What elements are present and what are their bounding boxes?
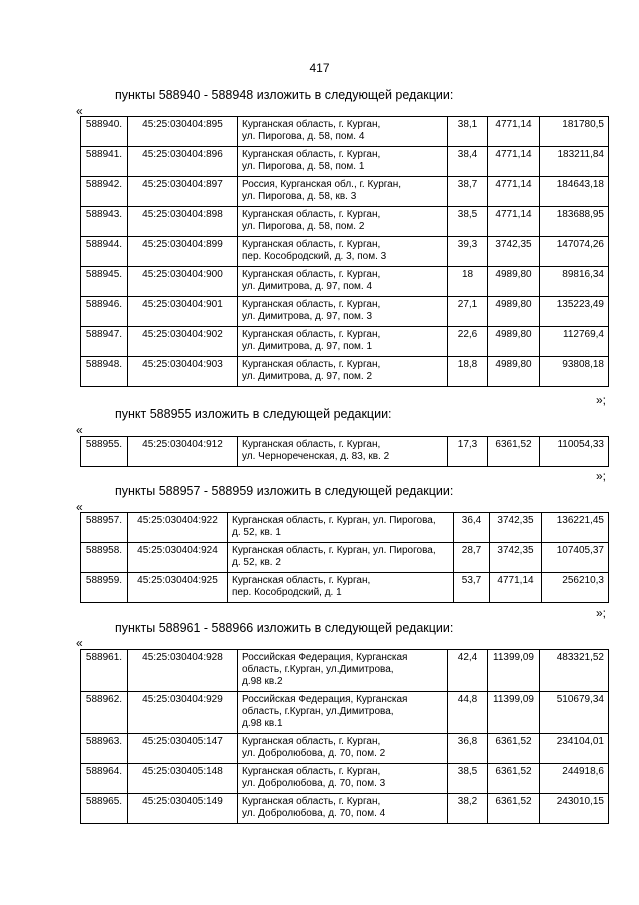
area-cell bbox=[448, 692, 488, 734]
row-number-cell bbox=[81, 764, 128, 794]
area-cell bbox=[448, 207, 488, 237]
cadastral-number-cell bbox=[128, 267, 238, 297]
address-line: Курганская область, г. Курган, bbox=[242, 209, 381, 220]
address-line: область, г.Курган, ул.Димитрова, bbox=[242, 664, 394, 675]
address-cell bbox=[238, 237, 448, 267]
row-number: 588962. bbox=[85, 694, 123, 705]
cost-cell bbox=[540, 437, 609, 467]
table-row bbox=[81, 177, 609, 207]
cost-value: 107405,37 bbox=[556, 545, 604, 556]
cadastral-number: 45:25:030404:897 bbox=[142, 179, 223, 190]
area-cell bbox=[448, 177, 488, 207]
row-number: 588944. bbox=[85, 239, 123, 250]
unit-price-cell bbox=[488, 267, 540, 297]
address-line: д.98 кв.1 bbox=[242, 718, 283, 729]
address-cell bbox=[238, 734, 448, 764]
address-line: Курганская область, г. Курган, ул. Пирогова, bbox=[232, 545, 436, 556]
address-line: Курганская область, г. Курган, bbox=[242, 119, 381, 130]
address-cell bbox=[228, 513, 454, 543]
unit-price-cell bbox=[488, 207, 540, 237]
address-line: Курганская область, г. Курган, bbox=[242, 766, 381, 777]
cost-cell bbox=[540, 237, 609, 267]
table-row bbox=[81, 573, 609, 603]
cost-value: 135223,49 bbox=[556, 299, 604, 310]
unit-price-cell bbox=[488, 117, 540, 147]
unit-price-cell bbox=[488, 692, 540, 734]
cadastral-number: 45:25:030404:900 bbox=[142, 269, 223, 280]
address-line: Российская Федерация, Курганская bbox=[242, 694, 408, 705]
address-line: ул. Пирогова, д. 58, кв. 3 bbox=[242, 191, 357, 202]
table-row bbox=[81, 327, 609, 357]
cost-value: 136221,45 bbox=[556, 515, 604, 526]
unit-price-cell bbox=[488, 177, 540, 207]
area-cell bbox=[448, 147, 488, 177]
cadastral-number-cell bbox=[128, 692, 238, 734]
row-number-cell bbox=[81, 207, 128, 237]
cost-cell bbox=[542, 543, 609, 573]
address-cell bbox=[228, 573, 454, 603]
unit-price-cell bbox=[488, 147, 540, 177]
cadastral-number: 45:25:030404:902 bbox=[142, 329, 223, 340]
row-number-cell bbox=[81, 357, 128, 387]
area-cell bbox=[448, 357, 488, 387]
address-line: Курганская область, г. Курган, bbox=[242, 439, 381, 450]
cadastral-number-cell bbox=[128, 327, 238, 357]
cost-cell bbox=[542, 513, 609, 543]
cadastral-number: 45:25:030404:899 bbox=[142, 239, 223, 250]
unit-price-cell bbox=[488, 734, 540, 764]
row-number-cell bbox=[81, 543, 128, 573]
opening-quote: « bbox=[76, 636, 83, 650]
area-cell bbox=[454, 543, 490, 573]
row-number: 588958. bbox=[85, 545, 123, 556]
row-number: 588945. bbox=[85, 269, 123, 280]
section-heading-3: пункты 588957 - 588959 изложить в следующей редакции: bbox=[115, 484, 454, 498]
cost-value: 89816,34 bbox=[562, 269, 604, 280]
table-row bbox=[81, 297, 609, 327]
address-cell bbox=[238, 297, 448, 327]
unit-price-cell bbox=[490, 543, 542, 573]
cadastral-number: 45:25:030404:903 bbox=[142, 359, 223, 370]
address-line: ул. Черноречeнская, д. 83, кв. 2 bbox=[242, 451, 390, 462]
cadastral-number: 45:25:030404:901 bbox=[142, 299, 223, 310]
table-row bbox=[81, 764, 609, 794]
address-line: ул. Димитрова, д. 97, пом. 3 bbox=[242, 311, 373, 322]
closing-quote: »; bbox=[596, 469, 607, 483]
cadastral-number-cell bbox=[128, 357, 238, 387]
address-line: ул. Пирогова, д. 58, пом. 1 bbox=[242, 161, 365, 172]
address-cell bbox=[238, 692, 448, 734]
unit-price-cell bbox=[488, 237, 540, 267]
row-number: 588957. bbox=[85, 515, 123, 526]
cadastral-number: 45:25:030404:895 bbox=[142, 119, 223, 130]
table-row bbox=[81, 794, 609, 824]
area-value: 22,6 bbox=[457, 329, 478, 340]
area-value: 18,8 bbox=[457, 359, 478, 370]
cost-cell bbox=[540, 177, 609, 207]
table-row bbox=[81, 357, 609, 387]
cost-cell bbox=[540, 207, 609, 237]
section-heading-2: пункт 588955 изложить в следующей редакции: bbox=[115, 407, 392, 421]
closing-quote: »; bbox=[596, 606, 607, 620]
table-row bbox=[81, 513, 609, 543]
address-line: Курганская область, г. Курган, bbox=[242, 149, 381, 160]
area-value: 38,5 bbox=[457, 209, 478, 220]
cadastral-number-cell bbox=[128, 437, 238, 467]
address-line: ул. Добролюбова, д. 70, пом. 4 bbox=[242, 808, 386, 819]
area-value: 38,1 bbox=[457, 119, 478, 130]
cost-value: 244918,6 bbox=[562, 766, 604, 777]
address-line: Курганская область, г. Курган, bbox=[242, 269, 381, 280]
area-cell bbox=[448, 297, 488, 327]
table-row bbox=[81, 267, 609, 297]
cadastral-number: 45:25:030405:148 bbox=[142, 766, 223, 777]
table-row bbox=[81, 207, 609, 237]
area-value: 28,7 bbox=[461, 545, 482, 556]
cadastral-number-cell bbox=[128, 573, 228, 603]
row-number: 588942. bbox=[85, 179, 123, 190]
row-number-cell bbox=[81, 650, 128, 692]
table-row bbox=[81, 543, 609, 573]
address-line: Курганская область, г. Курган, bbox=[242, 239, 381, 250]
address-line: д. 52, кв. 2 bbox=[232, 557, 281, 568]
table-row bbox=[81, 117, 609, 147]
address-line: ул. Димитрова, д. 97, пом. 4 bbox=[242, 281, 373, 292]
unit-price-value: 11399,09 bbox=[493, 652, 534, 663]
unit-price-cell bbox=[488, 764, 540, 794]
page-number: 417 bbox=[309, 61, 330, 75]
address-line: Курганская область, г. Курган, ул. Пирогова, bbox=[232, 515, 436, 526]
row-number-cell bbox=[81, 177, 128, 207]
row-number-cell bbox=[81, 573, 128, 603]
address-cell bbox=[238, 357, 448, 387]
cost-value: 483321,52 bbox=[556, 652, 604, 663]
address-cell bbox=[238, 117, 448, 147]
section-heading-4: пункты 588961 - 588966 изложить в следующей редакции: bbox=[115, 621, 454, 635]
unit-price-value: 6361,52 bbox=[495, 796, 532, 807]
cost-value: 183211,84 bbox=[557, 149, 604, 160]
cost-cell bbox=[542, 573, 609, 603]
cost-cell bbox=[540, 147, 609, 177]
address-line: ул. Пирогова, д. 58, пом. 2 bbox=[242, 221, 365, 232]
unit-price-value: 6361,52 bbox=[495, 736, 532, 747]
area-value: 42,4 bbox=[457, 652, 478, 663]
cadastral-number: 45:25:030404:898 bbox=[142, 209, 223, 220]
area-value: 38,4 bbox=[457, 149, 478, 160]
cost-cell bbox=[540, 297, 609, 327]
area-value: 36,8 bbox=[457, 736, 478, 747]
cost-value: 243010,15 bbox=[556, 796, 604, 807]
unit-price-value: 3742,35 bbox=[497, 515, 534, 526]
address-line: Курганская область, г. Курган, bbox=[232, 575, 371, 586]
address-cell bbox=[238, 267, 448, 297]
unit-price-value: 3742,35 bbox=[495, 239, 532, 250]
row-number-cell bbox=[81, 237, 128, 267]
cadastral-number: 45:25:030404:925 bbox=[137, 575, 218, 586]
area-value: 36,4 bbox=[461, 515, 482, 526]
area-value: 17,3 bbox=[457, 439, 478, 450]
row-number: 588946. bbox=[85, 299, 123, 310]
row-number: 588959. bbox=[85, 575, 123, 586]
unit-price-value: 4771,14 bbox=[495, 209, 532, 220]
row-number: 588943. bbox=[85, 209, 123, 220]
area-value: 38,7 bbox=[457, 179, 478, 190]
address-line: пер. Кособродский, д. 1 bbox=[232, 587, 342, 598]
row-number-cell bbox=[81, 297, 128, 327]
unit-price-value: 4771,14 bbox=[495, 179, 532, 190]
address-line: Курганская область, г. Курган, bbox=[242, 299, 381, 310]
cadastral-number-cell bbox=[128, 177, 238, 207]
cadastral-number-cell bbox=[128, 237, 238, 267]
address-cell bbox=[238, 437, 448, 467]
table-row bbox=[81, 650, 609, 692]
row-number: 588961. bbox=[85, 652, 123, 663]
cost-value: 183688,95 bbox=[556, 209, 604, 220]
table-row bbox=[81, 734, 609, 764]
objects-table-3 bbox=[80, 512, 609, 603]
row-number: 588965. bbox=[85, 796, 123, 807]
cost-value: 256210,3 bbox=[562, 575, 604, 586]
cost-value: 234104,01 bbox=[556, 736, 604, 747]
cadastral-number-cell bbox=[128, 543, 228, 573]
area-cell bbox=[448, 437, 488, 467]
cadastral-number-cell bbox=[128, 513, 228, 543]
objects-table-4 bbox=[80, 649, 609, 824]
row-number-cell bbox=[81, 327, 128, 357]
address-line: пер. Кособродский, д. 3, пом. 3 bbox=[242, 251, 387, 262]
unit-price-value: 4989,80 bbox=[495, 329, 532, 340]
table-row bbox=[81, 437, 609, 467]
cost-value: 147074,26 bbox=[556, 239, 604, 250]
cost-cell bbox=[540, 327, 609, 357]
unit-price-value: 11399,09 bbox=[493, 694, 534, 705]
cadastral-number: 45:25:030405:149 bbox=[142, 796, 223, 807]
row-number: 588963. bbox=[85, 736, 123, 747]
area-value: 39,3 bbox=[457, 239, 478, 250]
area-value: 18 bbox=[461, 269, 474, 280]
unit-price-cell bbox=[490, 513, 542, 543]
row-number-cell bbox=[81, 437, 128, 467]
area-cell bbox=[448, 267, 488, 297]
address-line: ул. Димитрова, д. 97, пом. 1 bbox=[242, 341, 373, 352]
address-cell bbox=[238, 177, 448, 207]
unit-price-cell bbox=[488, 437, 540, 467]
cadastral-number: 45:25:030404:929 bbox=[142, 694, 223, 705]
cadastral-number-cell bbox=[128, 117, 238, 147]
unit-price-value: 6361,52 bbox=[495, 766, 532, 777]
unit-price-value: 6361,52 bbox=[495, 439, 532, 450]
cost-cell bbox=[540, 357, 609, 387]
cadastral-number-cell bbox=[128, 734, 238, 764]
address-cell bbox=[238, 764, 448, 794]
table-row bbox=[81, 237, 609, 267]
cadastral-number-cell bbox=[128, 794, 238, 824]
closing-quote: »; bbox=[596, 393, 607, 407]
address-line: Курганская область, г. Курган, bbox=[242, 329, 381, 340]
cadastral-number: 45:25:030404:896 bbox=[142, 149, 223, 160]
row-number: 588940. bbox=[85, 119, 123, 130]
cost-cell bbox=[540, 734, 609, 764]
area-cell bbox=[448, 327, 488, 357]
row-number: 588955. bbox=[85, 439, 123, 450]
row-number-cell bbox=[81, 117, 128, 147]
row-number: 588948. bbox=[85, 359, 123, 370]
objects-table-2 bbox=[80, 436, 609, 467]
cadastral-number: 45:25:030404:924 bbox=[137, 545, 218, 556]
table-row bbox=[81, 147, 609, 177]
table-row bbox=[81, 692, 609, 734]
address-line: область, г.Курган, ул.Димитрова, bbox=[242, 706, 394, 717]
unit-price-cell bbox=[490, 573, 542, 603]
cost-cell bbox=[540, 692, 609, 734]
address-cell bbox=[238, 327, 448, 357]
area-cell bbox=[448, 117, 488, 147]
row-number: 588941. bbox=[85, 149, 123, 160]
cadastral-number: 45:25:030404:912 bbox=[142, 439, 223, 450]
cost-cell bbox=[540, 764, 609, 794]
opening-quote: « bbox=[76, 104, 83, 118]
unit-price-value: 3742,35 bbox=[497, 545, 534, 556]
unit-price-cell bbox=[488, 357, 540, 387]
address-line: д. 52, кв. 1 bbox=[232, 527, 281, 538]
row-number: 588947. bbox=[85, 329, 123, 340]
unit-price-value: 4771,14 bbox=[497, 575, 534, 586]
cadastral-number: 45:25:030404:928 bbox=[142, 652, 223, 663]
area-cell bbox=[448, 650, 488, 692]
address-cell bbox=[238, 147, 448, 177]
cost-value: 510679,34 bbox=[556, 694, 604, 705]
cost-cell bbox=[540, 267, 609, 297]
cost-cell bbox=[540, 794, 609, 824]
cadastral-number-cell bbox=[128, 207, 238, 237]
address-line: д.98 кв.2 bbox=[242, 676, 283, 687]
row-number-cell bbox=[81, 513, 128, 543]
address-cell bbox=[238, 207, 448, 237]
row-number-cell bbox=[81, 734, 128, 764]
address-line: Курганская область, г. Курган, bbox=[242, 736, 381, 747]
area-cell bbox=[448, 237, 488, 267]
address-cell bbox=[228, 543, 454, 573]
area-cell bbox=[454, 573, 490, 603]
row-number-cell bbox=[81, 267, 128, 297]
opening-quote: « bbox=[76, 423, 83, 437]
address-line: ул. Пирогова, д. 58, пом. 4 bbox=[242, 131, 365, 142]
cost-value: 110054,33 bbox=[557, 439, 604, 450]
cadastral-number-cell bbox=[128, 147, 238, 177]
unit-price-value: 4989,80 bbox=[495, 359, 532, 370]
unit-price-cell bbox=[488, 650, 540, 692]
row-number-cell bbox=[81, 147, 128, 177]
address-cell bbox=[238, 650, 448, 692]
cadastral-number-cell bbox=[128, 650, 238, 692]
area-value: 38,2 bbox=[457, 796, 478, 807]
cadastral-number: 45:25:030404:922 bbox=[137, 515, 218, 526]
address-line: Российская Федерация, Курганская bbox=[242, 652, 408, 663]
row-number-cell bbox=[81, 692, 128, 734]
address-cell bbox=[238, 794, 448, 824]
unit-price-cell bbox=[488, 327, 540, 357]
unit-price-value: 4989,80 bbox=[495, 299, 532, 310]
address-line: ул. Добролюбова, д. 70, пом. 3 bbox=[242, 778, 386, 789]
area-cell bbox=[448, 794, 488, 824]
row-number-cell bbox=[81, 794, 128, 824]
unit-price-cell bbox=[488, 794, 540, 824]
address-line: ул. Димитрова, д. 97, пом. 2 bbox=[242, 371, 373, 382]
section-heading-1: пункты 588940 - 588948 изложить в следующей редакции: bbox=[115, 88, 454, 102]
cadastral-number-cell bbox=[128, 297, 238, 327]
cost-value: 184643,18 bbox=[556, 179, 604, 190]
cost-value: 112769,4 bbox=[563, 329, 604, 340]
row-number: 588964. bbox=[85, 766, 123, 777]
cost-value: 93808,18 bbox=[562, 359, 604, 370]
cadastral-number: 45:25:030405:147 bbox=[142, 736, 223, 747]
address-line: Курганская область, г. Курган, bbox=[242, 796, 381, 807]
cost-cell bbox=[540, 650, 609, 692]
opening-quote: « bbox=[76, 500, 83, 514]
area-value: 44,8 bbox=[457, 694, 478, 705]
area-cell bbox=[448, 734, 488, 764]
area-cell bbox=[448, 764, 488, 794]
objects-table-1 bbox=[80, 116, 609, 387]
area-value: 53,7 bbox=[461, 575, 482, 586]
unit-price-value: 4771,14 bbox=[495, 149, 532, 160]
area-value: 27,1 bbox=[457, 299, 478, 310]
unit-price-value: 4771,14 bbox=[495, 119, 532, 130]
cadastral-number-cell bbox=[128, 764, 238, 794]
cost-value: 181780,5 bbox=[562, 119, 604, 130]
area-value: 38,5 bbox=[457, 766, 478, 777]
unit-price-cell bbox=[488, 297, 540, 327]
address-line: Россия, Курганская обл., г. Курган, bbox=[242, 179, 402, 190]
unit-price-value: 4989,80 bbox=[495, 269, 532, 280]
address-line: ул. Добролюбова, д. 70, пом. 2 bbox=[242, 748, 386, 759]
area-cell bbox=[454, 513, 490, 543]
cost-cell bbox=[540, 117, 609, 147]
address-line: Курганская область, г. Курган, bbox=[242, 359, 381, 370]
